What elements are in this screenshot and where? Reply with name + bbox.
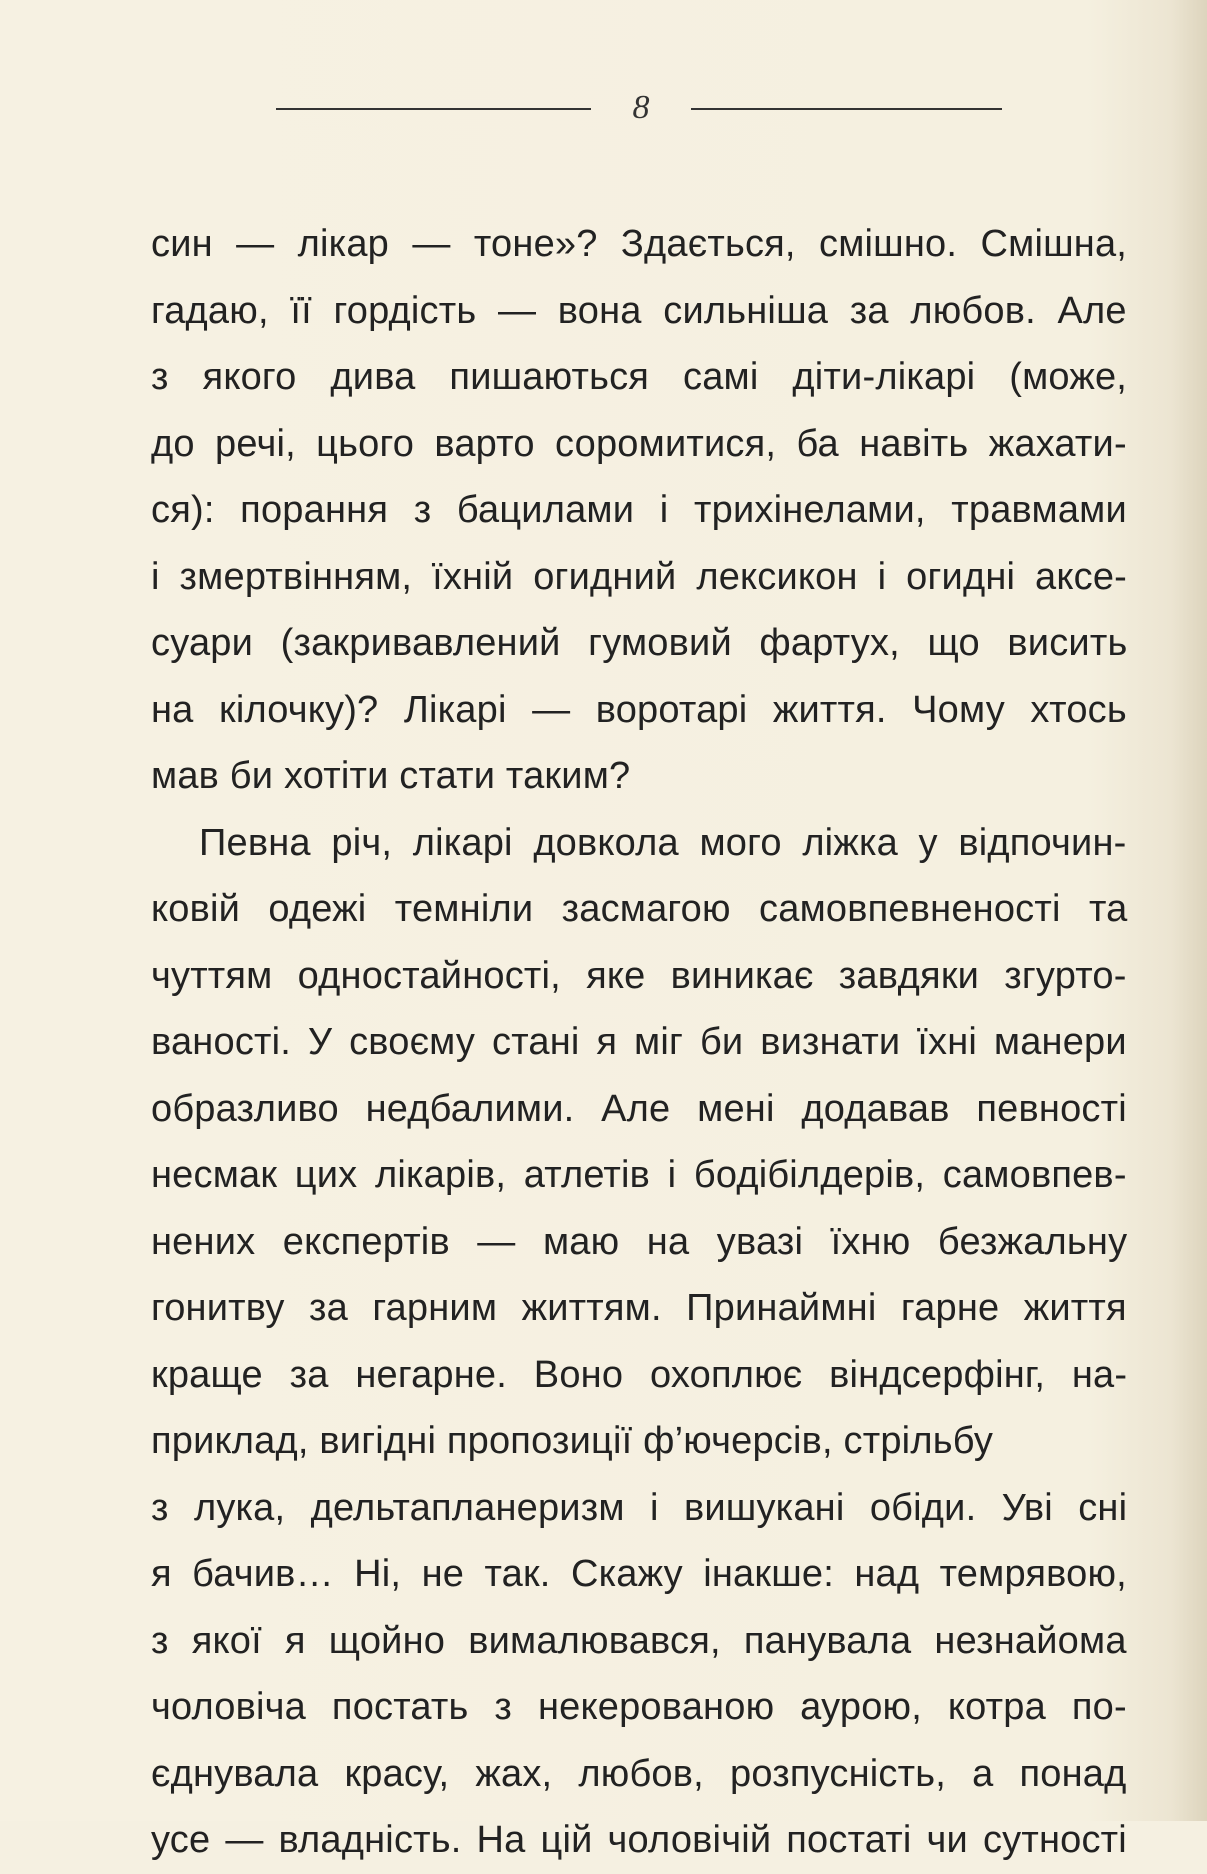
text-line: чоловіча постать з некерованою аурою, котра по-: [151, 1686, 1127, 1728]
header-rule-right: [691, 108, 1002, 110]
body-text: [151, 211, 1127, 1874]
text-line: ваності. У своєму стані я міг би визнати їхні манери: [151, 1021, 1127, 1063]
text-line: до речі, цього варто соромитися, ба навіть жахати-: [151, 422, 1127, 465]
text-line: гадаю, її гордість — вона сильніша за любов. Але: [151, 289, 1127, 332]
text-line: несмак цих лікарів, атлетів і бодібілдерів, самовпев-: [151, 1154, 1127, 1196]
text-line: з лука, дельтапланеризм і вишукані обіди. Уві сні: [151, 1486, 1128, 1529]
text-line: ковій одежі темніли засмагою самовпевненості та: [151, 888, 1128, 930]
text-line: мав би хотіти стати таким?: [151, 755, 631, 797]
text-line: я бачив… Ні, не так. Скажу інакше: над темрявою,: [151, 1553, 1127, 1595]
text-line: гонитву за гарним життям. Принаймні гарне життя: [151, 1287, 1127, 1329]
text-line: приклад, вигідні пропозиції ф’ючерсів, стрільбу: [151, 1420, 994, 1462]
text-line: усе — владність. На цій чоловічій постаті чи сутності: [151, 1819, 1127, 1861]
header-rule-left: [276, 108, 591, 110]
text-line: син — лікар — тоне»? Здається, смішно. Смішна,: [151, 223, 1128, 265]
text-line: чуттям одностайності, яке виникає завдяки згурто-: [151, 954, 1127, 997]
text-line: Певна річ, лікарі довкола мого ліжка у відпочин-: [199, 821, 1127, 864]
page-number: 8: [632, 89, 650, 126]
text-line: краще за негарне. Воно охоплює віндсерфінг, на-: [151, 1353, 1128, 1396]
text-line: суари (закривавлений гумовий фартух, що висить: [151, 622, 1128, 664]
text-line: з якого дива пишаються самі діти-лікарі (може,: [151, 356, 1128, 398]
text-line: єднувала красу, жах, любов, розпусність, а понад: [151, 1752, 1127, 1795]
text-line: нених експертів — маю на увазі їхню безжальну: [151, 1220, 1128, 1263]
text-line: з якої я щойно вималювався, панувала незнайома: [151, 1619, 1127, 1662]
text-line: і змертвінням, їхній огидний лексикон і огидні аксе-: [151, 555, 1128, 598]
text-line: на кілочку)? Лікарі — воротарі життя. Чому хтось: [151, 688, 1127, 731]
text-line: образливо недбалими. Але мені додавав певності: [151, 1087, 1127, 1130]
page-header: [276, 88, 1002, 128]
text-line: ся): порання з бацилами і трихінелами, травмами: [151, 489, 1127, 531]
